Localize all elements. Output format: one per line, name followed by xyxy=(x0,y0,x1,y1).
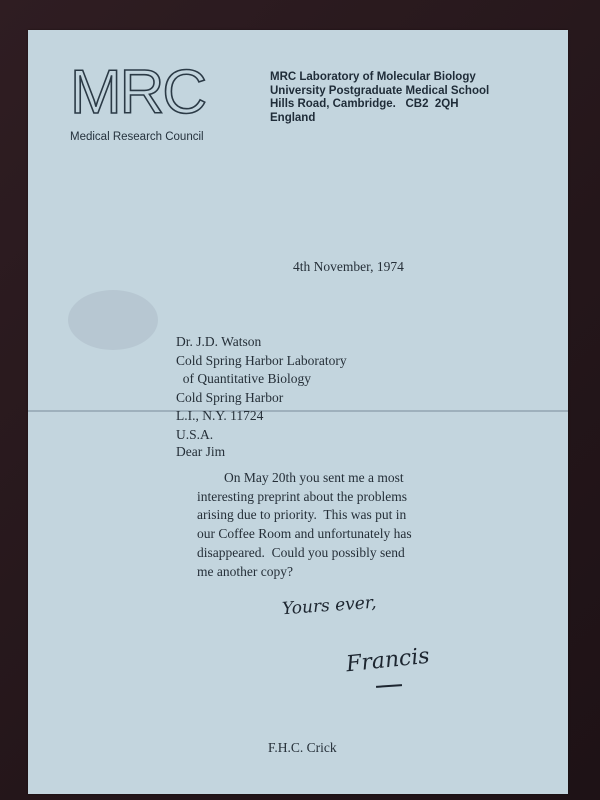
body-line: our Coffee Room and unfortunately has xyxy=(197,526,412,542)
body-line: On May 20th you sent me a most xyxy=(197,470,404,485)
signature-underline xyxy=(376,684,402,687)
mrc-logo-subtitle: Medical Research Council xyxy=(70,131,204,143)
address-line: University Postgraduate Medical School xyxy=(270,84,490,97)
body-line: arising due to priority. This was put in xyxy=(197,507,407,523)
recipient-line: U.S.A. xyxy=(176,426,214,442)
address-line: England xyxy=(270,111,316,124)
letter-paper xyxy=(28,30,568,794)
body-line: disappeared. Could you possibly send xyxy=(197,544,405,560)
mrc-logo: MRC xyxy=(70,58,206,127)
handwritten-closing: Yours ever, xyxy=(281,592,378,620)
recipient-address xyxy=(176,333,347,444)
body-line: me another copy? xyxy=(197,563,293,579)
paper-stain xyxy=(68,290,158,350)
recipient-line: of Quantitative Biology xyxy=(176,371,311,386)
address-line: Hills Road, Cambridge. CB2 2QH xyxy=(270,98,459,110)
recipient-line: Dr. J.D. Watson xyxy=(176,334,262,349)
recipient-line: L.I., N.Y. 11724 xyxy=(176,408,264,423)
address-line: MRC Laboratory of Molecular Biology xyxy=(270,71,476,83)
recipient-line: Cold Spring Harbor Laboratory xyxy=(176,352,347,368)
letter-date: 4th November, 1974 xyxy=(293,259,404,274)
signer-name: F.H.C. Crick xyxy=(268,740,337,755)
salutation: Dear Jim xyxy=(176,444,226,459)
handwritten-signature: Francis xyxy=(344,643,431,678)
body-line: interesting preprint about the problems xyxy=(197,488,407,504)
letterhead-address xyxy=(270,71,489,125)
recipient-line: Cold Spring Harbor xyxy=(176,389,284,405)
letter-body xyxy=(197,469,487,581)
